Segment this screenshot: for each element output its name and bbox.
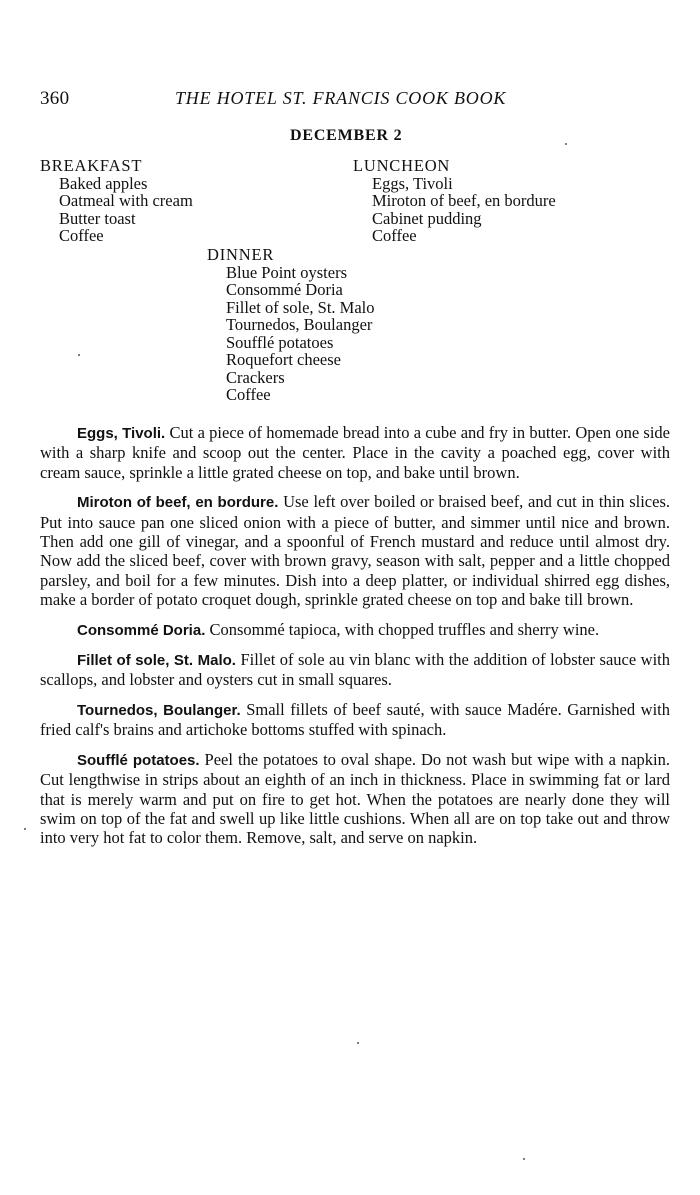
page-number: 360: [40, 88, 70, 109]
recipe-text: Small fillets of beef sauté, with sauce Madére. Garnished with fried calf's brains and artichoke bottoms stuffed with spinach.: [40, 699, 670, 740]
running-head: THE HOTEL ST. FRANCIS COOK BOOK: [175, 88, 507, 108]
dinner-menu-item: Soufflé potatoes: [226, 332, 334, 352]
recipe-paragraph: [40, 620, 670, 640]
recipe-name: Fillet of sole, St. Malo.: [77, 652, 236, 670]
recipe-paragraph: [40, 700, 670, 740]
dinner-menu-item: Blue Point oysters: [226, 262, 348, 282]
recipe-paragraph: [40, 650, 670, 690]
dinner-menu-item: Consommé Doria: [226, 280, 343, 299]
recipe-text: Peel the potatoes to oval shape. Do not wash but wipe with a napkin. Cut lengthwise in strips about an eighth of an inch in thickness. Place in swimming fat or lard that is merely warm and put on fire to get hot. When the potatoes are nearly done they will swim on top of the fat and swell up like little cushions. When all are on top take out and throw into very hot fat to color them. Remove, salt, and serve on napkin.: [40, 749, 671, 848]
breakfast-menu-item: Baked apples: [59, 173, 148, 193]
recipe-name: Tournedos, Boulanger.: [77, 701, 241, 719]
recipe-name: Soufflé potatoes.: [77, 751, 200, 769]
recipe-text: Cut a piece of homemade bread into a cube and fry in butter. Open one side with a sharp knife and scoop out the center. Place in the cavity a poached egg, cover with cream sauce, sprinkle a little grated cheese on top, and bake until brown.: [40, 423, 671, 482]
breakfast-menu-item: Oatmeal with cream: [59, 191, 193, 210]
luncheon-menu-item: Eggs, Tivoli: [372, 173, 453, 193]
recipe-name: Consommé Doria.: [77, 621, 206, 639]
recipe-name: Miroton of beef, en bordure.: [77, 494, 279, 512]
dinner-menu-item: Fillet of sole, St. Malo: [226, 297, 375, 317]
dinner-menu-item: Crackers: [226, 367, 285, 387]
recipe-paragraph: [40, 492, 670, 609]
dinner-menu-item: Tournedos, Boulanger: [226, 315, 373, 334]
recipe-name: Eggs, Tivoli.: [77, 425, 166, 442]
breakfast-menu-item: Coffee: [59, 226, 104, 245]
print-speck: [24, 828, 26, 830]
recipe-text: Use left over boiled or braised beef, and cut in thin slices. Put into sauce pan one sliced onion with a piece of butter, and simmer until nice and brown. Then add one gill of vinegar, and a spoonful of French mustard and reduce until almost dry. Now add the sliced beef, cover with brown gravy, season with salt, pepper and a little chopped parsley, and boil for a few minutes. Dish into a deep platter, or individual shirred egg dishes, make a border of potato croquet dough, sprinkle grated cheese on top and bake till brown.: [40, 492, 670, 610]
dinner-menu: [207, 246, 375, 404]
recipe-paragraph: [40, 750, 670, 848]
print-speck: [565, 143, 567, 145]
recipe-text: Fillet of sole au vin blanc with the addition of lobster sauce with scallops, and lobster and oysters cut in small squares.: [40, 650, 670, 690]
breakfast-menu: [40, 157, 193, 245]
breakfast-menu-item: Butter toast: [59, 208, 136, 228]
recipe-text: Consommé tapioca, with chopped truffles and sherry wine.: [209, 619, 600, 639]
date-heading: DECEMBER 2: [290, 127, 403, 144]
recipe-section: [40, 423, 670, 858]
dinner-menu-title: DINNER: [207, 245, 275, 264]
print-speck: [523, 1158, 525, 1160]
dinner-menu-item: Coffee: [226, 385, 271, 404]
recipe-paragraph: [40, 423, 670, 482]
print-speck: [78, 354, 80, 356]
breakfast-menu-title: BREAKFAST: [40, 156, 143, 175]
luncheon-menu: [353, 157, 556, 245]
luncheon-menu-item: Cabinet pudding: [372, 208, 482, 228]
luncheon-menu-item: Miroton of beef, en bordure: [372, 191, 556, 210]
luncheon-menu-item: Coffee: [372, 226, 417, 245]
dinner-menu-item: Roquefort cheese: [226, 350, 341, 369]
print-speck: [357, 1042, 359, 1044]
luncheon-menu-title: LUNCHEON: [353, 156, 451, 175]
